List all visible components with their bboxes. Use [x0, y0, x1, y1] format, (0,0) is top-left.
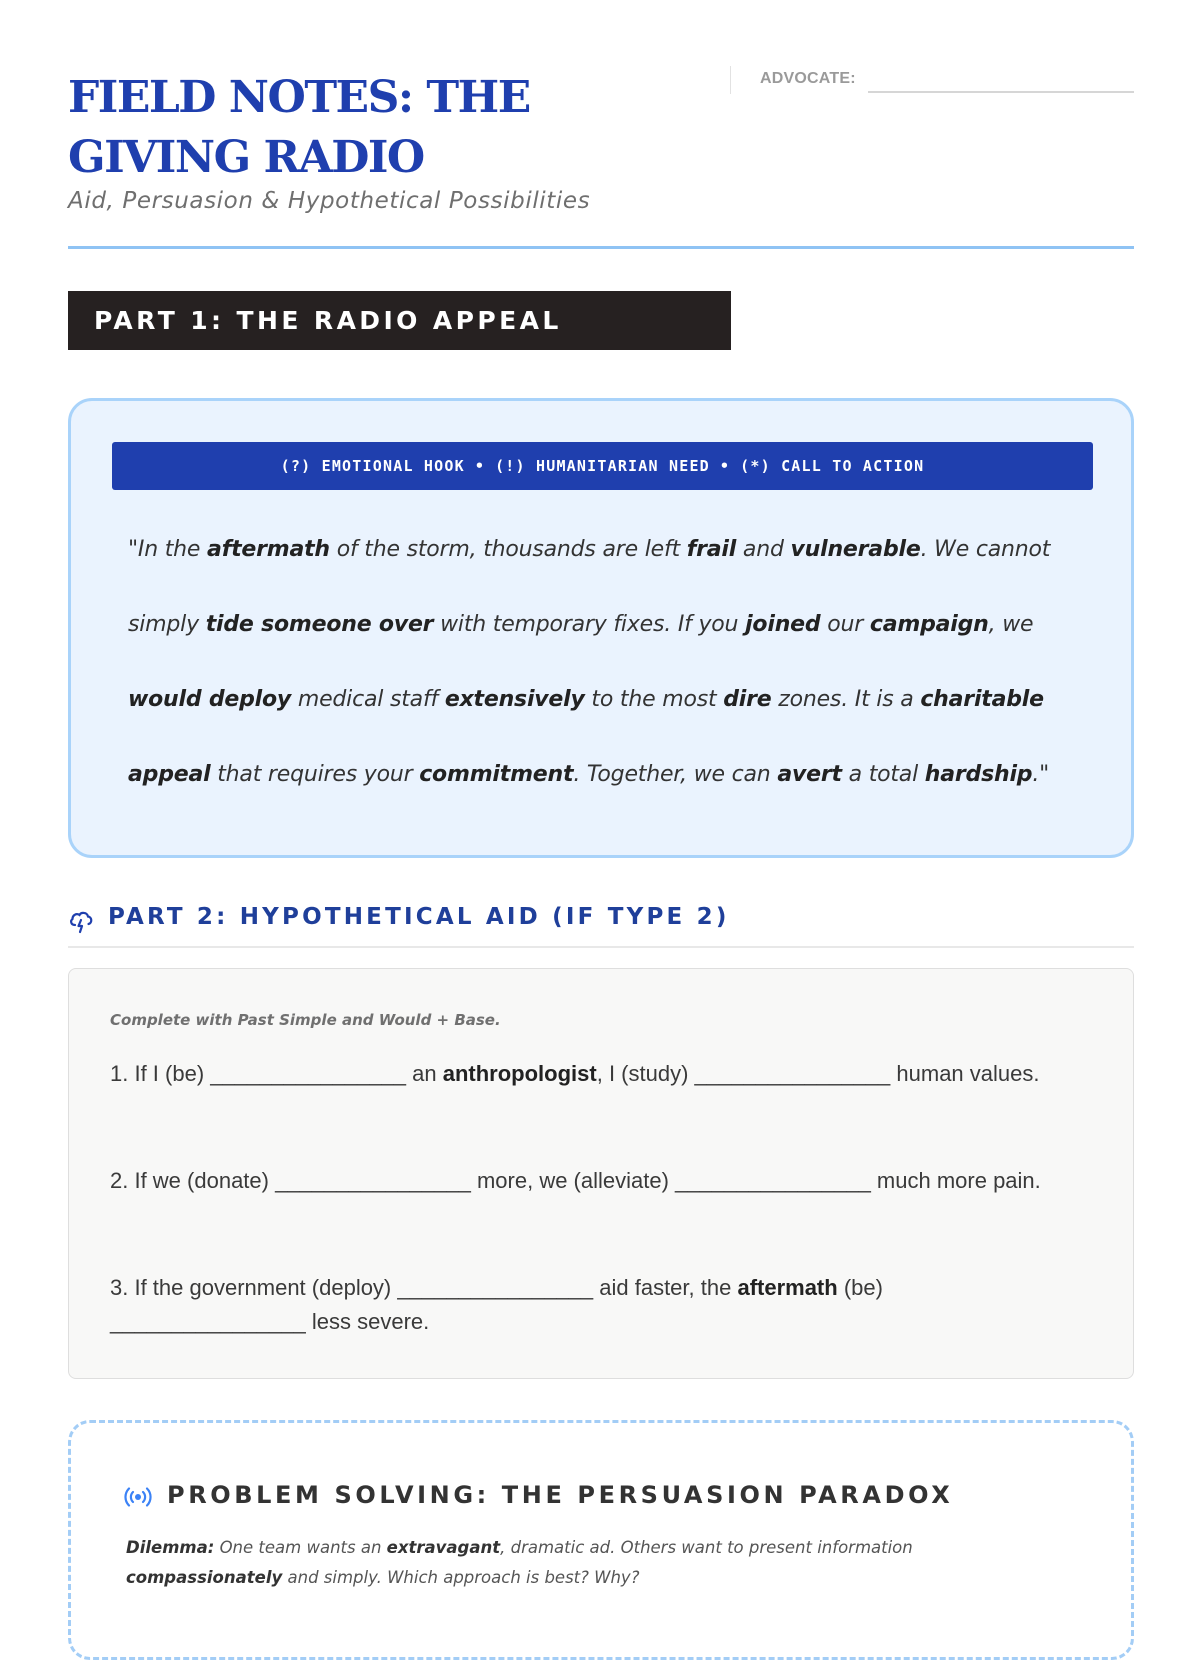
- vocab-word: avert: [777, 762, 842, 787]
- item-text: 3. If the government (deploy): [110, 1275, 398, 1300]
- answer-blank[interactable]: ________________: [675, 1168, 871, 1193]
- header-rule: [68, 246, 1134, 249]
- vocab-word: joined: [745, 612, 821, 637]
- vocab-word: dire: [723, 687, 772, 712]
- appeal-text: .": [1032, 762, 1050, 787]
- answer-blank[interactable]: ________________: [275, 1168, 471, 1193]
- advocate-label: ADVOCATE:: [760, 70, 856, 87]
- dilemma-part: One team wants an: [214, 1538, 387, 1557]
- legend-emotional-hook: (?) EMOTIONAL HOOK: [280, 457, 465, 475]
- part2-title: PART 2: HYPOTHETICAL AID (IF TYPE 2): [108, 904, 730, 930]
- appeal-text: of the storm, thousands are left: [329, 537, 687, 562]
- appeal-text: , we: [988, 612, 1034, 637]
- dilemma-part: , dramatic ad. Others want to present information: [500, 1538, 913, 1557]
- problem-title: PROBLEM SOLVING: THE PERSUASION PARADOX: [167, 1481, 954, 1509]
- item-text: less severe.: [305, 1309, 430, 1334]
- part1-banner: PART 1: THE RADIO APPEAL ANALYSIS: [68, 291, 731, 350]
- part2-rule: [68, 946, 1134, 948]
- vocab-word: compassionately: [126, 1568, 283, 1587]
- appeal-card: [68, 398, 1134, 858]
- exercise-instruction: Complete with Past Simple and Would + Base.: [110, 1011, 501, 1029]
- item-text: 2. If we (donate): [110, 1168, 276, 1193]
- part2-heading: [68, 904, 1134, 944]
- item-text: much more pain.: [870, 1168, 1041, 1193]
- appeal-text: to the most: [584, 687, 724, 712]
- vocab-word: aftermath: [207, 537, 330, 562]
- vocab-word: frail: [686, 537, 737, 562]
- answer-blank[interactable]: ________________: [110, 1309, 306, 1334]
- answer-blank[interactable]: ________________: [397, 1275, 594, 1300]
- appeal-text: that requires your: [210, 762, 420, 787]
- radio-waves-icon: [124, 1485, 152, 1509]
- appeal-text: and: [736, 537, 791, 562]
- item-text: human values.: [890, 1061, 1040, 1086]
- answer-blank[interactable]: ________________: [210, 1061, 407, 1086]
- problem-solving-card: [68, 1420, 1134, 1660]
- item-text: , I (study): [596, 1061, 695, 1086]
- vocab-word: would deploy: [128, 687, 292, 712]
- legend-humanitarian-need: (!) HUMANITARIAN NEED: [495, 457, 710, 475]
- answer-blank[interactable]: ________________: [694, 1061, 891, 1086]
- appeal-text: zones. It is a: [771, 687, 921, 712]
- dilemma-part: and simply. Which approach is best? Why?: [282, 1568, 640, 1587]
- vocab-word: hardship: [924, 762, 1033, 787]
- vocab-word: charitable appeal: [128, 687, 1044, 787]
- cloud-rain-icon: [68, 908, 94, 934]
- legend-call-to-action: (*) CALL TO ACTION: [740, 457, 925, 475]
- appeal-text: . Together, we can: [573, 762, 778, 787]
- vocab-word: aftermath: [737, 1275, 838, 1300]
- page-title: FIELD NOTES: THE GIVING RADIO: [68, 72, 530, 183]
- vocab-word: anthropologist: [442, 1061, 597, 1086]
- advocate-name-line[interactable]: [868, 91, 1134, 93]
- exercise-item-2: [110, 1164, 1080, 1198]
- dilemma-label: Dilemma:: [126, 1538, 215, 1557]
- exercise-item-3: [110, 1271, 1080, 1339]
- appeal-text: . We cannot simply: [128, 537, 1051, 637]
- appeal-text: "In the: [128, 537, 208, 562]
- vocab-word: commitment: [419, 762, 574, 787]
- item-text: an: [406, 1061, 443, 1086]
- vocab-word: extravagant: [386, 1538, 501, 1557]
- appeal-text: our: [820, 612, 870, 637]
- vocab-word: extensively: [444, 687, 585, 712]
- appeal-text: medical staff: [291, 687, 445, 712]
- legend-separator: •: [719, 457, 731, 475]
- legend-bar: [112, 442, 1093, 490]
- vocab-word: campaign: [869, 612, 989, 637]
- vocab-word: vulnerable: [790, 537, 921, 562]
- item-text: 1. If I (be): [110, 1061, 211, 1086]
- header-divider: [730, 66, 731, 94]
- exercise-item-1: [110, 1057, 1080, 1091]
- exercise-card: [68, 968, 1134, 1379]
- vocab-word: tide someone over: [205, 612, 434, 637]
- appeal-text: a total: [841, 762, 925, 787]
- page-subtitle: Aid, Persuasion & Hypothetical Possibilities: [68, 188, 591, 214]
- appeal-quote: [128, 512, 1078, 812]
- item-text: (be): [837, 1275, 883, 1300]
- legend-separator: •: [474, 457, 486, 475]
- appeal-text: with temporary fixes. If you: [433, 612, 746, 637]
- item-text: more, we (alleviate): [470, 1168, 676, 1193]
- item-text: aid faster, the: [593, 1275, 738, 1300]
- dilemma-text: [126, 1533, 1066, 1593]
